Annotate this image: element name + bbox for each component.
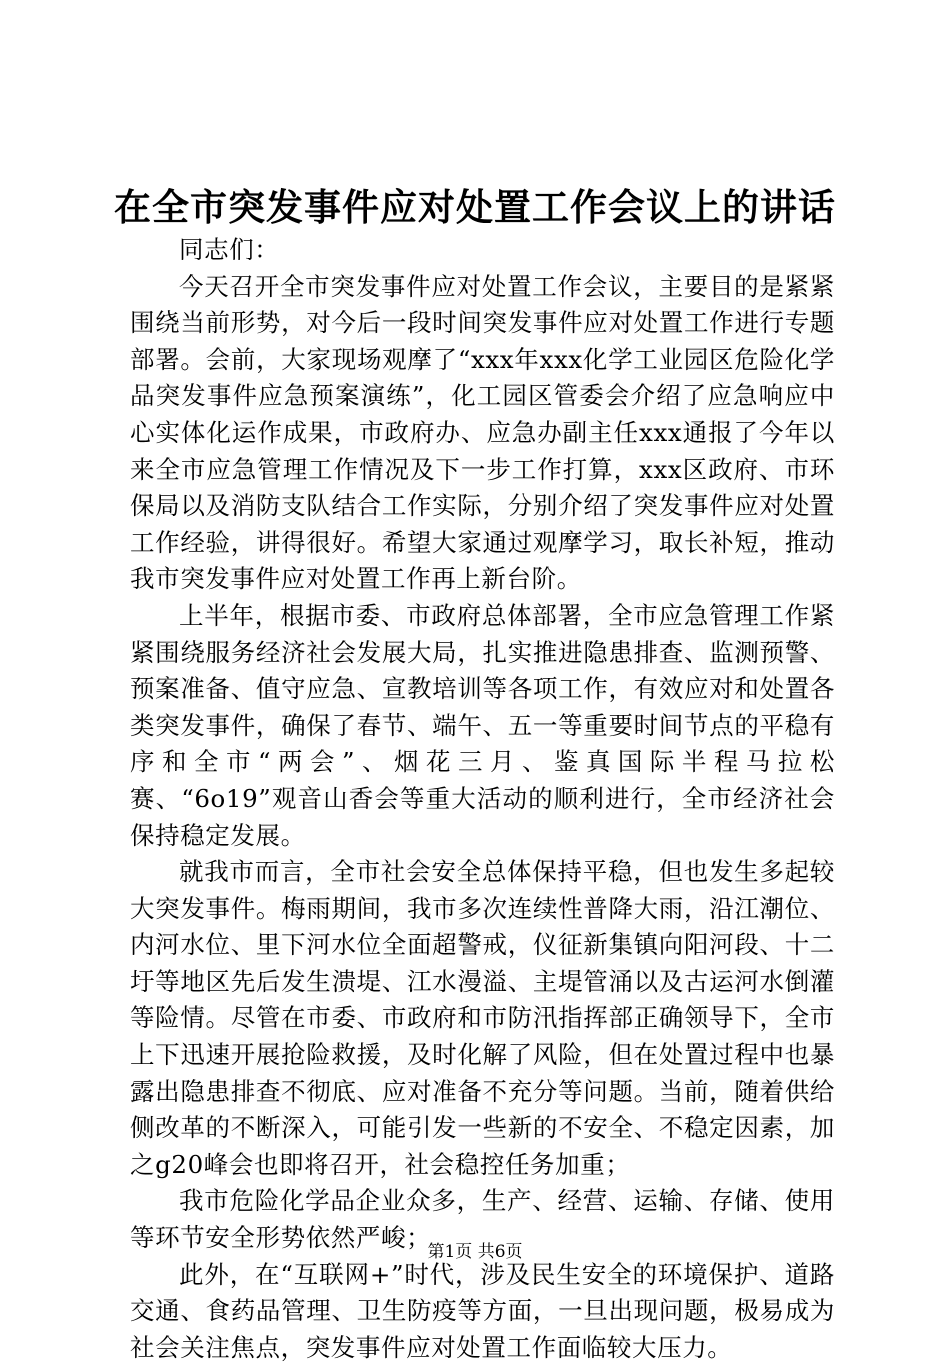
paragraph-4: 我市危险化学品企业众多，生产、经营、运输、存储、使用等环节安全形势依然严峻； <box>130 1186 835 1253</box>
paragraph-5: 此外，在“互联网+”时代，涉及民生安全的环境保护、道路交通、食药品管理、卫生防疫等方面，一旦出现问题，极易成为社会关注焦点，突发事件应对处置工作面临较大压力。 <box>130 1259 835 1362</box>
paragraph-1: 今天召开全市突发事件应对处置工作会议，主要目的是紧紧围绕当前形势，对今后一段时间突发事件应对处置工作进行专题部署。会前，大家现场观摩了“xxx年xxx化学工业园区危险化学品突发事件应急预案演练”，化工园区管委会介绍了应急响应中心实体化运作成果，市政府办、应急办副主任xxx通报了今年以来全市应急管理工作情况及下一步工作打算，xxx区政府、市环保局以及消防支队结合工作实际，分别介绍了突发事件应对处置工作经验，讲得很好。希望大家通过观摩学习，取长补短，推动我市突发事件应对处置工作再上新台阶。 <box>130 271 835 594</box>
paragraph-2: 上半年，根据市委、市政府总体部署，全市应急管理工作紧紧围绕服务经济社会发展大局，扎实推进隐患排查、监测预警、预案准备、值守应急、宣教培训等各项工作，有效应对和处置各类突发事件，确保了春节、端午、五一等重要时间节点的平稳有序和全市“两会”、烟花三月、鉴真国际半程马拉松赛、“6o19”观音山香会等重大活动的顺利进行，全市经济社会保持稳定发展。 <box>130 600 835 850</box>
document-title: 在全市突发事件应对处置工作会议上的讲话 <box>114 185 836 229</box>
document-body <box>130 232 835 1366</box>
salutation: 同志们： <box>179 235 280 264</box>
paragraph-3: 就我市而言，全市社会安全总体保持平稳，但也发生多起较大突发事件。梅雨期间，我市多次连续性普降大雨，沿江潮位、内河水位、里下河水位全面超警戒，仪征新集镇向阳河段、十二圩等地区先后发生溃堤、江水漫溢、主堤管涌以及古运河水倒灌等险情。尽管在市委、市政府和市防汛指挥部正确领导下，全市上下迅速开展抢险救援，及时化解了风险，但在处置过程中也暴露出隐患排查不彻底、应对准备不充分等问题。当前，随着供给侧改革的不断深入，可能引发一些新的不安全、不稳定因素，加之g20峰会也即将召开，社会稳控任务加重； <box>130 857 835 1179</box>
page-number-footer: 第1页 共6页 <box>427 1242 523 1262</box>
